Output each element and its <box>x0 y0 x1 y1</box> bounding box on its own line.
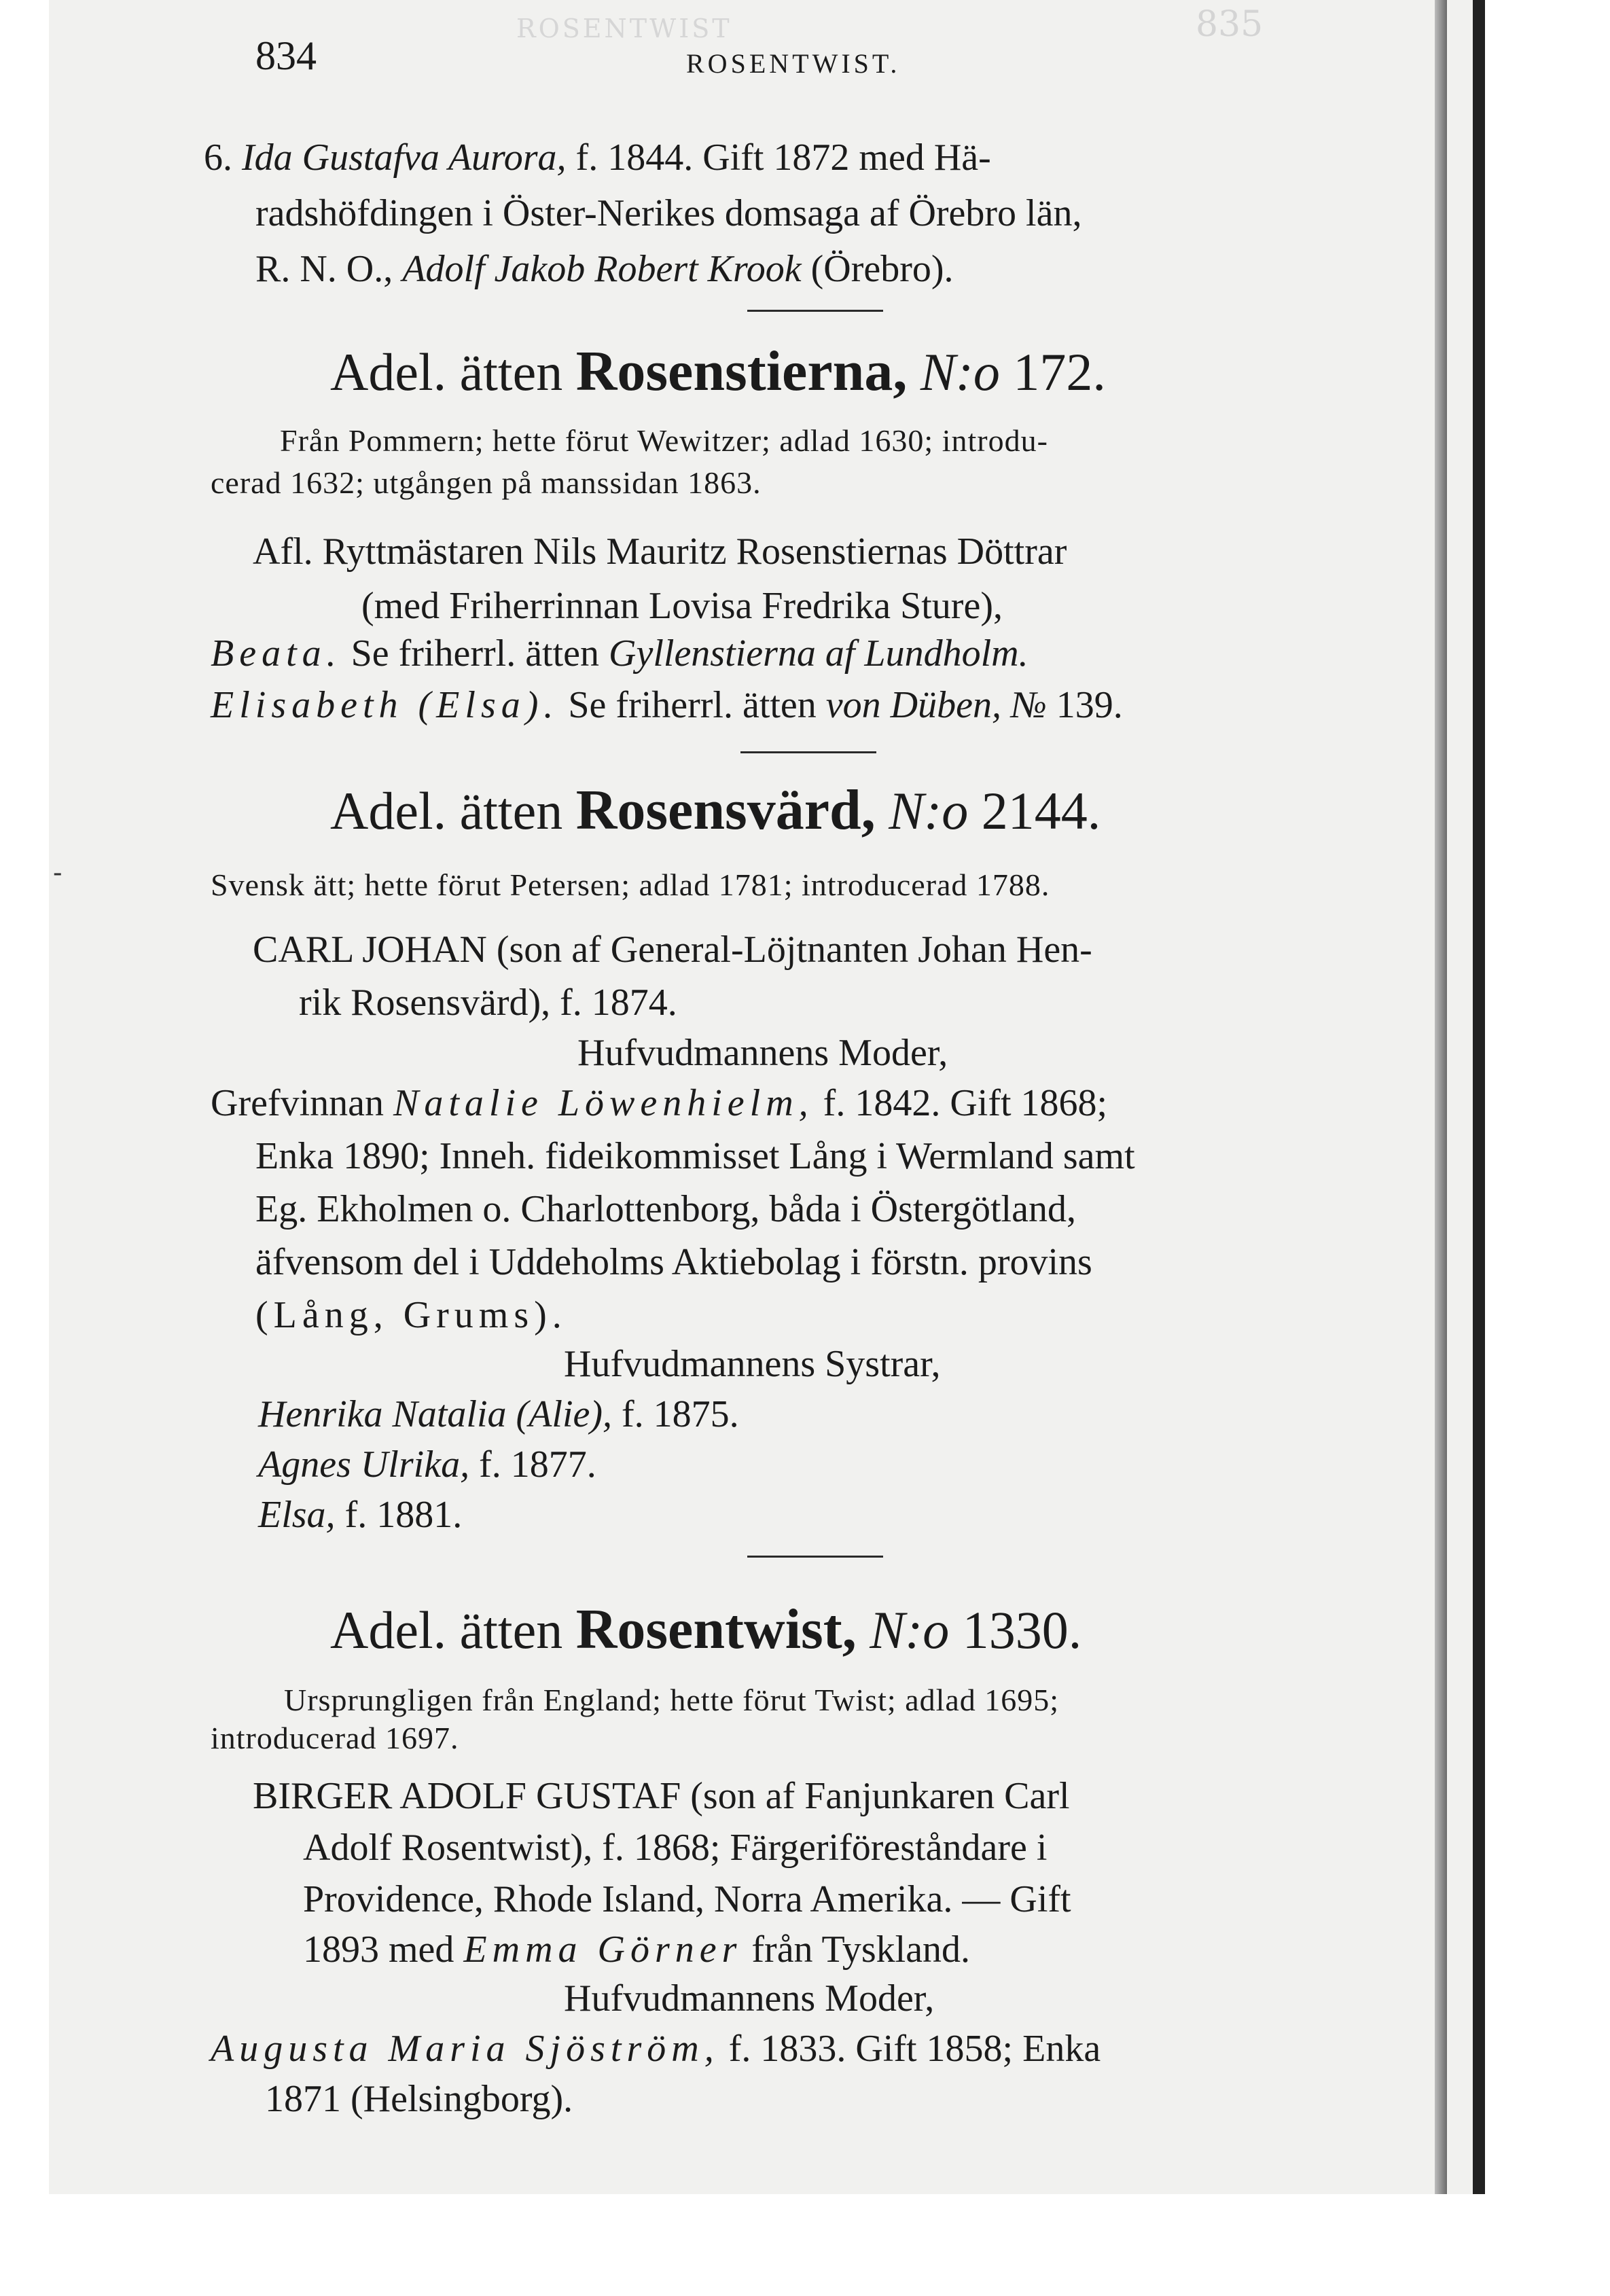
person-name: Agnes Ulrika, <box>258 1443 470 1486</box>
rosensvard-mother-heading: Hufvudmannens Moder, <box>577 1032 948 1074</box>
entry6-line-2: radshöfdingen i Öster-Nerikes domsaga af Örebro län, <box>255 192 1082 234</box>
rosensvard-mother-1: Grefvinnan Natalie Löwenhielm, f. 1842. Gift 1868; <box>211 1082 1108 1124</box>
rosentwist-mother-heading: Hufvudmannens Moder, <box>564 1977 935 2020</box>
person-name: Augusta Maria Sjöström, <box>211 2028 719 2070</box>
rosensvard-mother-2: Enka 1890; Inneh. fideikommisset Lång i Wermland samt <box>255 1135 1135 1177</box>
rosenstierna-intro-2: cerad 1632; utgången på manssidan 1863. <box>211 465 762 500</box>
family-name: Rosenstierna, <box>575 340 908 403</box>
bleed-through-title: ROSENTWIST <box>516 14 732 43</box>
margin-mark: - <box>53 857 62 889</box>
section-heading-rosenstierna: Adel. ätten Rosenstierna, N:o 172. <box>330 340 1106 403</box>
rosensvard-mother-5: (Lång, Grums). <box>255 1294 567 1336</box>
section-heading-rosentwist: Adel. ätten Rosentwist, N:o 1330. <box>330 1598 1082 1661</box>
person-name: Ida Gustafva Aurora, <box>242 137 567 179</box>
rosentwist-head-2: Adolf Rosentwist), f. 1868; Färgeriföreståndare i <box>303 1827 1048 1869</box>
running-title: ROSENTWIST. <box>686 48 901 79</box>
rosenstierna-intro-1: Från Pommern; hette förut Wewitzer; adlad 1630; introdu- <box>280 423 1048 458</box>
bleed-through-page-number: 835 <box>1196 4 1264 45</box>
person-name: Henrika Natalia (Alie), <box>258 1393 613 1435</box>
person-name: Adolf Jakob Robert Krook <box>402 248 802 290</box>
rosenstierna-elisabeth: Elisabeth (Elsa). Se friherrl. ätten von Düben, № 139. <box>211 684 1123 726</box>
rosentwist-head-1: BIRGER ADOLF GUSTAF (son af Fanjunkaren Carl <box>253 1775 1070 1817</box>
rosensvard-sister-2: Agnes Ulrika, f. 1877. <box>258 1443 596 1486</box>
rosensvard-sister-3: Elsa, f. 1881. <box>258 1494 463 1536</box>
rosentwist-intro-2: introducerad 1697. <box>211 1721 459 1755</box>
person-name: Elsa, <box>258 1494 336 1536</box>
person-name: Natalie Löwenhielm, <box>393 1082 814 1124</box>
entry6-line-1: 6. Ida Gustafva Aurora, f. 1844. Gift 1872 med Hä- <box>204 137 991 179</box>
rosensvard-mother-4: äfvensom del i Uddeholms Aktiebolag i förstn. provins <box>255 1241 1092 1283</box>
section-heading-rosensvard: Adel. ätten Rosensvärd, N:o 2144. <box>330 778 1101 842</box>
family-name: Rosensvärd, <box>575 778 876 842</box>
rosenstierna-beata: Beata. Se friherrl. ätten Gyllenstierna af Lundholm. <box>211 632 1028 675</box>
entry6-line-3: R. N. O., Adolf Jakob Robert Krook (Örebro). <box>255 248 954 290</box>
rosenstierna-line-1: Afl. Ryttmästaren Nils Mauritz Rosenstiernas Döttrar <box>253 531 1067 573</box>
rosentwist-intro-1: Ursprungligen från England; hette förut Twist; adlad 1695; <box>284 1683 1060 1717</box>
rosensvard-sisters-heading: Hufvudmannens Systrar, <box>564 1343 941 1385</box>
rosensvard-head-2: rik Rosensvärd), f. 1874. <box>299 982 677 1024</box>
section-divider <box>747 1556 883 1558</box>
rosensvard-head-1: CARL JOHAN (son af General-Löjtnanten Johan Hen- <box>253 929 1092 971</box>
person-name: Elisabeth (Elsa). <box>211 684 559 726</box>
person-name: Emma Görner <box>463 1929 743 1971</box>
family-name: Rosentwist, <box>575 1598 857 1661</box>
person-name: Beata. <box>211 632 342 675</box>
rosentwist-mother-2: 1871 (Helsingborg). <box>265 2078 573 2120</box>
rosensvard-intro: Svensk ätt; hette förut Petersen; adlad 1781; introducerad 1788. <box>211 867 1050 902</box>
rosentwist-head-4: 1893 med Emma Görner från Tyskland. <box>303 1929 971 1971</box>
page-number: 834 <box>255 33 317 78</box>
section-divider <box>747 310 883 312</box>
rosensvard-sister-1: Henrika Natalia (Alie), f. 1875. <box>258 1393 739 1435</box>
rosentwist-head-3: Providence, Rhode Island, Norra Amerika. — Gift <box>303 1878 1071 1920</box>
section-divider <box>740 751 876 753</box>
rosenstierna-line-2: (med Friherrinnan Lovisa Fredrika Sture), <box>361 585 1003 627</box>
rosensvard-mother-3: Eg. Ekholmen o. Charlottenborg, båda i Östergötland, <box>255 1188 1076 1230</box>
rosentwist-mother-1: Augusta Maria Sjöström, f. 1833. Gift 1858; Enka <box>211 2028 1101 2070</box>
